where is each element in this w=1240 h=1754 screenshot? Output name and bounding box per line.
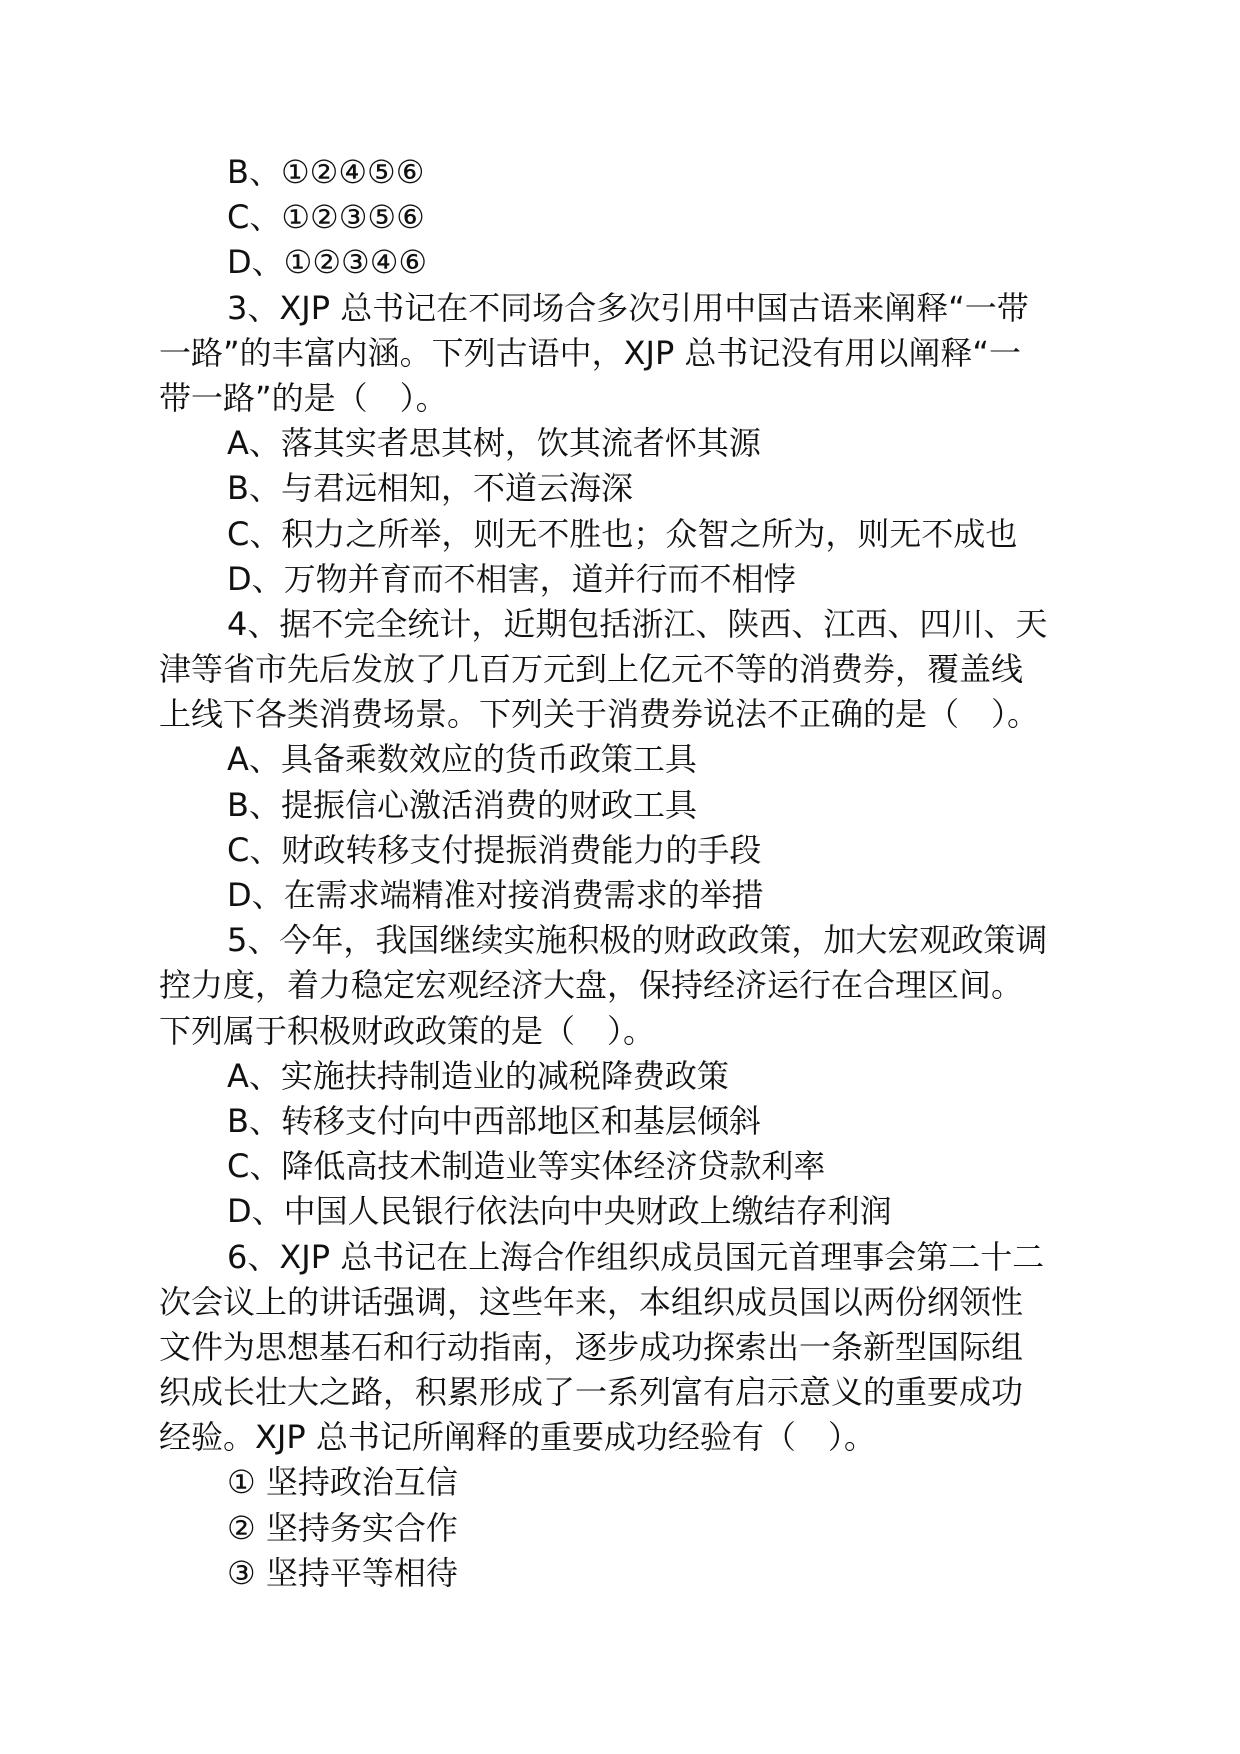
document-page — [159, 150, 1099, 1596]
option-d: D、中国人民银行依法向中央财政上缴结存利润 — [227, 1192, 892, 1231]
question-stem-line: 4、据不完全统计，近期包括浙江、陕西、江西、四川、天 — [227, 604, 1048, 643]
option-b: B、转移支付向中西部地区和基层倾斜 — [227, 1101, 761, 1140]
question-6 — [159, 1235, 1099, 1597]
question-stem-line: 控力度，着力稳定宏观经济大盘，保持经济运行在合理区间。 — [159, 966, 1024, 1005]
option-c: C、积力之所举，则无不胜也；众智之所为，则无不成也 — [227, 514, 1018, 553]
question-stem-line: 文件为思想基石和行动指南，逐步成功探索出一条新型国际组 — [159, 1327, 1024, 1366]
question-stem-line: 一路”的丰富内涵。下列古语中，XJP 总书记没有用以阐释“一 — [159, 333, 1021, 372]
question-stem-line: 经验。XJP 总书记所阐释的重要成功经验有（ ）。 — [159, 1418, 876, 1457]
statement-item: ① 坚持政治互信 — [227, 1463, 458, 1502]
question-5 — [159, 918, 1099, 1234]
option-d: D、万物并育而不相害，道并行而不相悖 — [227, 559, 796, 598]
option-b: B、与君远相知，不道云海深 — [227, 469, 633, 508]
question-stem-line: 带一路”的是（ ）。 — [159, 378, 448, 417]
option-b: B、①②④⑤⑥ — [227, 153, 425, 191]
option-a: A、落其实者思其树，饮其流者怀其源 — [227, 424, 761, 463]
option-d: D、①②③④⑥ — [227, 243, 428, 282]
question-stem-line: 津等省市先后发放了几百万元到上亿元不等的消费券，覆盖线 — [159, 650, 1024, 689]
option-c: C、降低高技术制造业等实体经济贷款利率 — [227, 1147, 826, 1186]
question-stem-line: 6、XJP 总书记在上海合作组织成员国元首理事会第二十二 — [227, 1237, 1045, 1276]
option-a: A、具备乘数效应的货币政策工具 — [227, 740, 697, 779]
question-stem-line: 3、XJP 总书记在不同场合多次引用中国古语来阐释“一带 — [227, 288, 1029, 327]
question-stem-line: 5、今年，我国继续实施积极的财政政策，加大宏观政策调 — [227, 921, 1048, 960]
question-stem-line: 上线下各类消费场景。下列关于消费券说法不正确的是（ ）。 — [159, 695, 1040, 734]
question-stem-line: 下列属于积极财政政策的是（ ）。 — [159, 1011, 656, 1050]
option-c: C、财政转移支付提振消费能力的手段 — [227, 830, 762, 869]
question-4 — [159, 602, 1099, 918]
statement-item: ③ 坚持平等相待 — [227, 1553, 458, 1592]
question-2-options — [159, 150, 1099, 286]
statement-item: ② 坚持务实合作 — [227, 1508, 458, 1547]
question-stem-line: 织成长壮大之路，积累形成了一系列富有启示意义的重要成功 — [159, 1373, 1024, 1412]
question-stem-line: 次会议上的讲话强调，这些年来，本组织成员国以两份纲领性 — [159, 1282, 1024, 1321]
question-3 — [159, 286, 1099, 602]
option-d: D、在需求端精准对接消费需求的举措 — [227, 876, 764, 914]
option-b: B、提振信心激活消费的财政工具 — [227, 785, 697, 824]
option-c: C、①②③⑤⑥ — [227, 198, 425, 237]
option-a: A、实施扶持制造业的减税降费政策 — [227, 1056, 729, 1095]
